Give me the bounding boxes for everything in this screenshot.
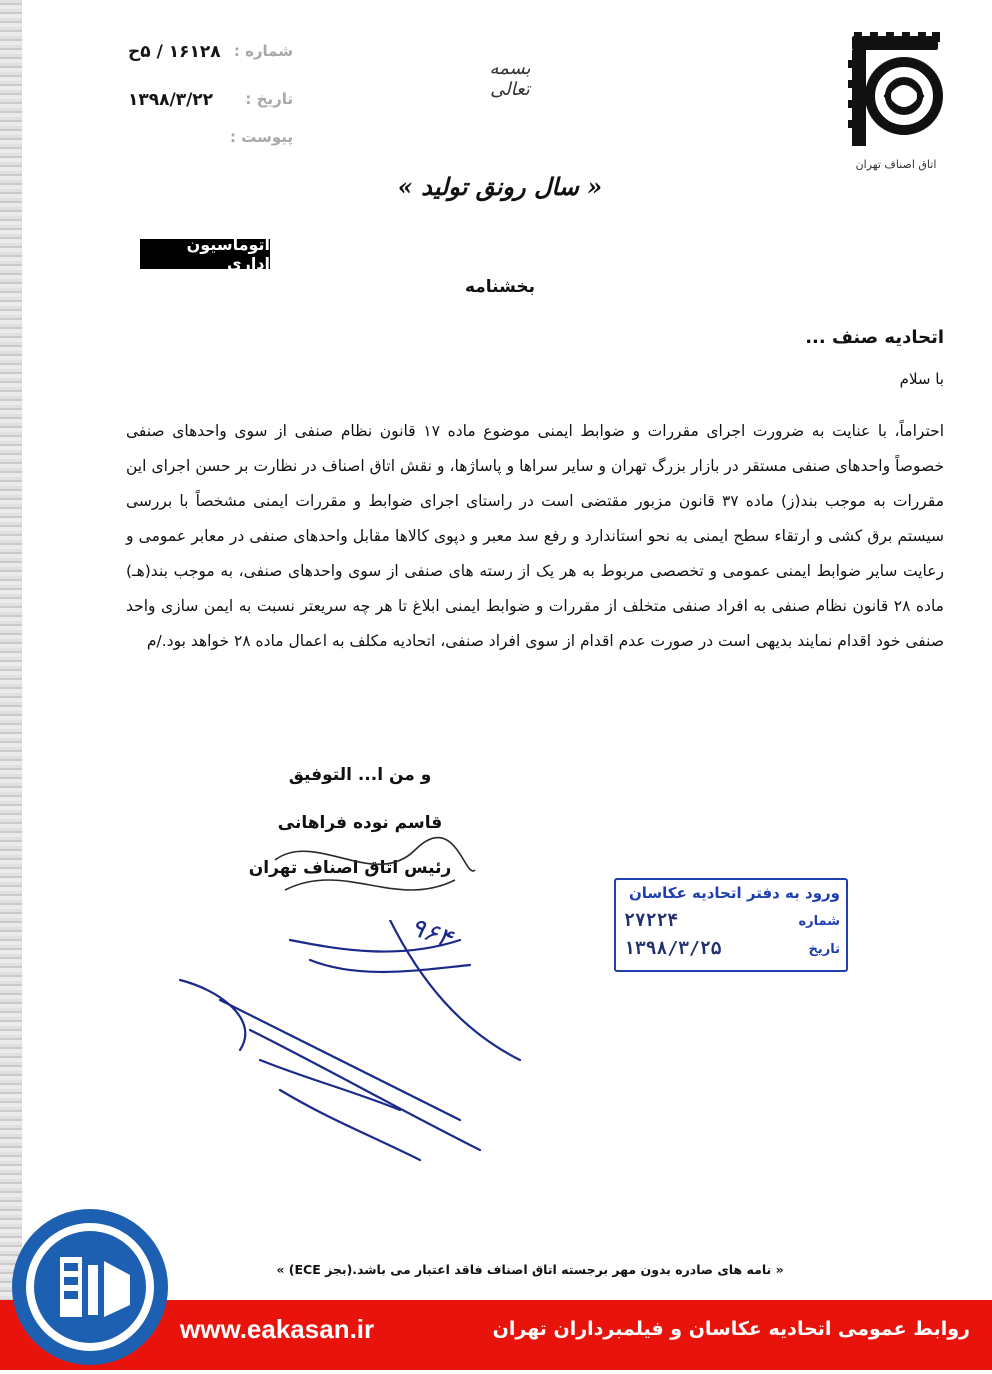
signatory-name: قاسم نوده فراهانی — [277, 813, 443, 833]
stamp-date-label: تاریخ — [808, 942, 840, 957]
letter-date-row — [128, 90, 293, 110]
scan-edge — [0, 0, 22, 1310]
handwritten-number: ۹۶۴ — [406, 911, 456, 955]
stamp-number-value: ۲۷۲۲۴ — [624, 910, 679, 931]
letter-number-row — [128, 42, 293, 62]
bismillah: بسمه تعالی — [489, 58, 531, 100]
incoming-stamp — [614, 878, 848, 972]
chamber-logo — [846, 30, 946, 180]
closing-phrase: و من ا... التوفیق — [288, 765, 432, 785]
stamp-number-label: شماره — [798, 914, 840, 929]
handwriting-icon — [160, 920, 620, 1180]
letter-number-value: ۱۶۱۲۸ / ۵ح — [128, 42, 221, 62]
addressee: اتحادیه صنف ... — [805, 327, 944, 348]
letter-number-label: شماره : — [233, 42, 293, 60]
signature-scribble-icon — [255, 820, 485, 920]
handwritten-note — [160, 911, 620, 1180]
camera-badge-icon — [8, 1205, 173, 1370]
union-badge — [8, 1205, 173, 1370]
office-automation-tag: اتوماسیون اداری — [140, 239, 270, 269]
letter-date-value: ۱۳۹۸/۳/۲۲ — [128, 90, 214, 110]
validity-notice: « نامه های صادره بدون مهر برجسته اتاق اصناف فاقد اعتبار می باشد.(بجز ECE) » — [276, 1262, 784, 1277]
slogan: « سال رونق تولید » — [397, 172, 603, 201]
signatory-position: رئیس اتاق اصناف تهران — [248, 858, 452, 878]
logo-caption: اتاق اصناف تهران — [855, 158, 937, 171]
letter-attachment-row — [128, 128, 293, 146]
stamp-title: ورود به دفتر اتحادیه عکاسان — [628, 884, 840, 902]
circular-title: بخشنامه — [464, 277, 536, 297]
footer-website-link[interactable]: www.eakasan.ir — [180, 1314, 375, 1344]
letter-attachment-label: پیوست : — [229, 128, 293, 146]
greeting: با سلام — [899, 370, 944, 388]
letter-body: احتراماً، با عنایت به ضرورت اجرای مقررات و ضوابط ایمنی موضوع ماده ۱۷ قانون نظام صنفی از سوی واحدهای صنفی خصوصاً واحدهای صنفی مستقر در بازار بزرگ تهران و سایر سراها و پاساژها، و نقش اتاق اصناف در نظارت بر حسن اجرای این مقررات به موجب بند(ز) ماده ۳۷ قانون مزبور مقتضی است در راستای اجرای ضوابط و مقررات ایمنی مشخصاً با بررسی سیستم برق کشی و ارتقاء سطح ایمنی به نحو استاندارد و رفع سد معبر و دپوی کالاها مقابل واحدهای صنفی در معابر عمومی و رعایت سایر ضوابط ایمنی عمومی و تخصصی مربوط به هر یک از رسته های صنفی از سوی واحدهای صنفی، به موجب بند(هـ) ماده ۲۸ قانون نظام صنفی به افراد صنفی متخلف از مقررات و ضوابط ایمنی ابلاغ تا هر چه سریعتر نسبت به ایمن سازی واحد صنفی خود اقدام نمایند بدیهی است در صورت عدم اقدام از سوی افراد صنفی، اتحادیه مکلف به اعمال ماده ۲۸ خواهد بود./م — [126, 422, 945, 650]
footer-text: روابط عمومی اتحادیه عکاسان و فیلمبرداران تهران — [492, 1318, 970, 1340]
letter-date-label: تاریخ : — [245, 90, 293, 108]
stamp-date-value: ۱۳۹۸/۳/۲۵ — [624, 938, 722, 959]
